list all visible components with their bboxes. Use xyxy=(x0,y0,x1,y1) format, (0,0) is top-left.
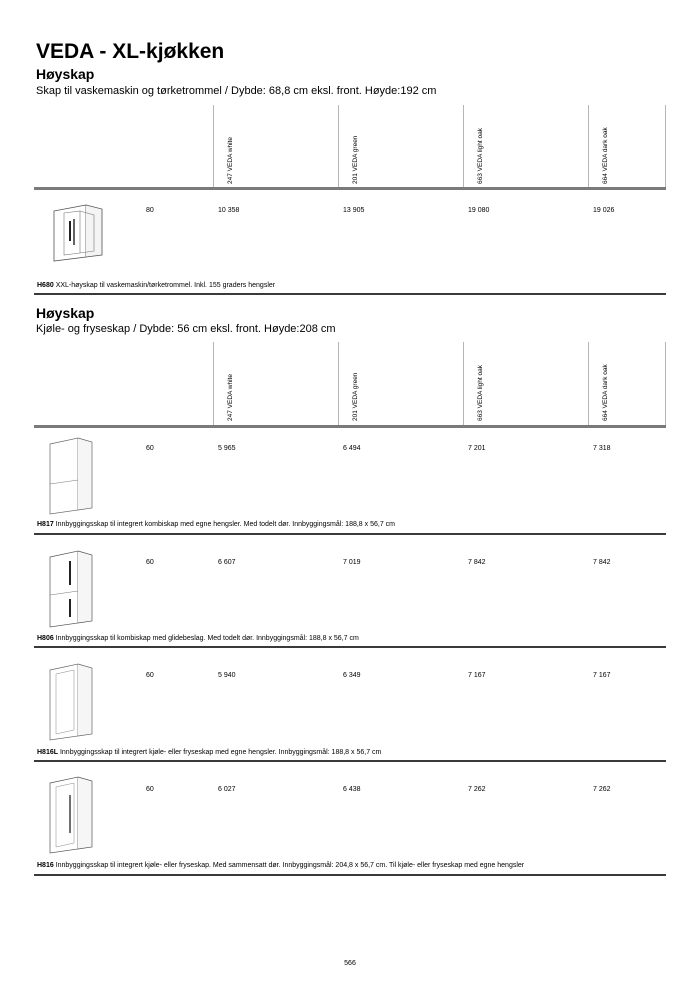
price-cell: 7 262 xyxy=(593,786,611,793)
item-description xyxy=(37,862,524,869)
column-header: 247 VEDA white xyxy=(227,374,234,421)
column-header: 663 VEDA light oak xyxy=(477,364,484,421)
price-cell: 6 349 xyxy=(343,672,361,679)
price-cell: 19 026 xyxy=(593,207,615,214)
item-code: H817 xyxy=(37,521,54,528)
section-heading: Høyskap xyxy=(36,66,95,82)
column-divider xyxy=(588,105,589,188)
price-cell: 7 318 xyxy=(593,445,611,452)
width-value: 60 xyxy=(146,445,154,452)
section-heading: Høyskap xyxy=(36,305,95,321)
description-text: XXL-høyskap til vaskemaskin/tørketrommel. Inkl. 155 graders hengsler xyxy=(55,282,276,289)
column-divider xyxy=(588,342,589,426)
price-cell: 10 358 xyxy=(218,207,240,214)
price-cell: 7 167 xyxy=(468,672,486,679)
description-text: Innbyggingsskap til integrert kombiskap med egne hengsler. Med todelt dør. Innbyggingsmål: 188,8 x 56,7 cm xyxy=(55,521,395,528)
price-cell: 7 019 xyxy=(343,559,361,566)
row-divider xyxy=(34,293,666,295)
price-cell: 7 201 xyxy=(468,445,486,452)
price-cell: 6 027 xyxy=(218,786,236,793)
washer-cabinet-icon xyxy=(50,201,108,263)
item-code: H816 xyxy=(37,862,54,869)
width-value: 80 xyxy=(146,207,154,214)
price-cell: 7 262 xyxy=(468,786,486,793)
price-cell: 7 842 xyxy=(593,559,611,566)
description-text: Innbyggingsskap til integrert kjøle- eller fryseskap med egne hengsler. Innbyggingsmål: 188,8 x 56,7 cm xyxy=(59,749,382,756)
column-divider xyxy=(338,105,339,188)
price-cell: 19 080 xyxy=(468,207,490,214)
price-cell: 6 607 xyxy=(218,559,236,566)
tall-cabinet-icon xyxy=(46,547,96,629)
width-value: 60 xyxy=(146,786,154,793)
tall-cabinet-icon xyxy=(46,434,96,516)
column-header: 201 VEDA green xyxy=(352,372,359,421)
width-value: 60 xyxy=(146,559,154,566)
price-cell: 5 940 xyxy=(218,672,236,679)
column-divider xyxy=(338,342,339,426)
column-divider xyxy=(665,105,666,188)
item-description xyxy=(37,282,275,289)
price-cell: 7 842 xyxy=(468,559,486,566)
item-code: H806 xyxy=(37,635,54,642)
section-subtitle: Skap til vaskemaskin og tørketrommel / Dybde: 68,8 cm eksl. front. Høyde:192 cm xyxy=(36,85,437,97)
price-cell: 7 167 xyxy=(593,672,611,679)
column-divider xyxy=(463,342,464,426)
row-divider xyxy=(34,646,666,648)
page-number: 566 xyxy=(344,960,356,967)
price-cell: 13 905 xyxy=(343,207,365,214)
page-title: VEDA - XL-kjøkken xyxy=(36,40,225,63)
column-divider xyxy=(213,105,214,188)
price-cell: 6 494 xyxy=(343,445,361,452)
tall-cabinet-icon xyxy=(46,660,96,742)
item-description xyxy=(37,521,395,528)
section-subtitle: Kjøle- og fryseskap / Dybde: 56 cm eksl. front. Høyde:208 cm xyxy=(36,323,336,335)
item-description xyxy=(37,635,359,642)
column-header: 201 VEDA green xyxy=(352,135,359,184)
width-value: 60 xyxy=(146,672,154,679)
tall-cabinet-icon xyxy=(46,773,96,855)
item-code: H816L xyxy=(37,749,59,756)
column-divider xyxy=(213,342,214,426)
column-header: 664 VEDA dark oak xyxy=(602,127,609,184)
price-cell: 6 438 xyxy=(343,786,361,793)
column-divider xyxy=(463,105,464,188)
row-divider xyxy=(34,533,666,535)
description-text: Innbyggingsskap til integrert kjøle- eller fryseskap. Med sammensatt dør. Innbyggingsmål: 204,8 x 56,7 cm. Til kjøle- eller fryseskap med egne hengsler xyxy=(55,862,525,869)
column-divider xyxy=(665,342,666,426)
header-rule xyxy=(34,187,666,190)
row-divider xyxy=(34,760,666,762)
row-divider xyxy=(34,874,666,876)
header-rule xyxy=(34,425,666,428)
item-description xyxy=(37,749,381,756)
column-header: 247 VEDA white xyxy=(227,137,234,184)
description-text: Innbyggingsskap til kombiskap med glidebeslag. Med todelt dør. Innbyggingsmål: 188,8 x 56,7 cm xyxy=(55,635,359,642)
price-cell: 5 965 xyxy=(218,445,236,452)
item-code: H680 xyxy=(37,282,54,289)
column-header: 663 VEDA light oak xyxy=(477,127,484,184)
column-header: 664 VEDA dark oak xyxy=(602,364,609,421)
